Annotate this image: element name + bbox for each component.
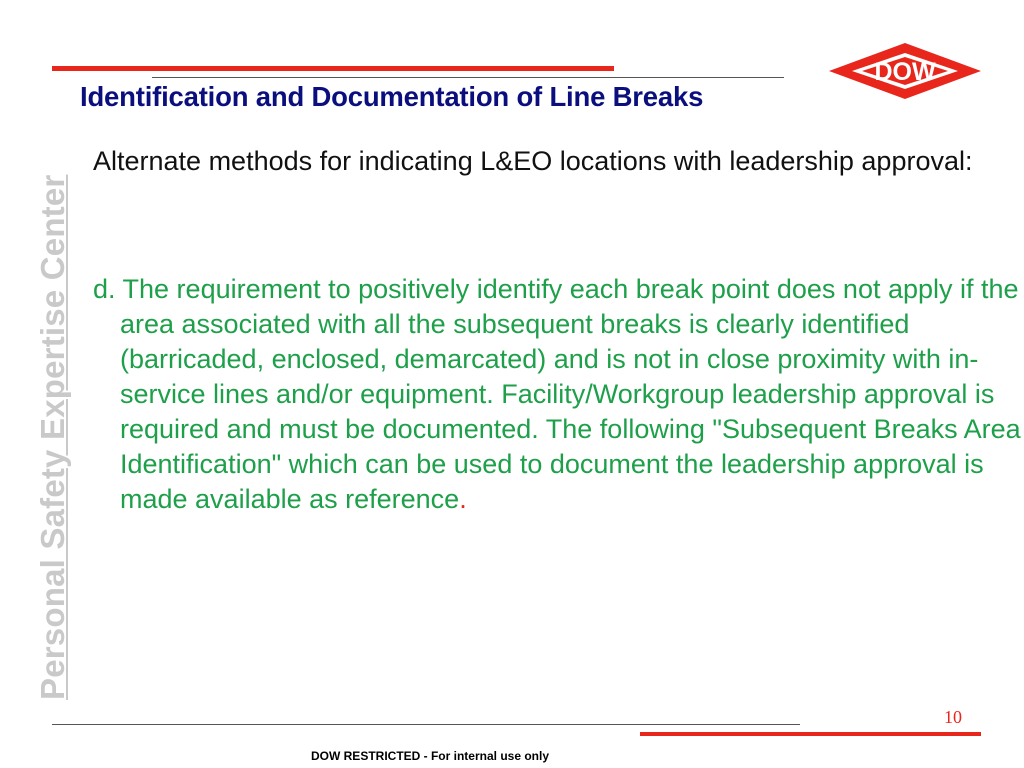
- item-d-end-period: .: [459, 484, 467, 514]
- top-red-rule: [52, 66, 614, 71]
- intro-paragraph: Alternate methods for indicating L&EO locations with leadership approval:: [93, 146, 973, 176]
- top-gray-rule: [152, 77, 784, 78]
- side-label: Personal Safety Expertise Center: [34, 174, 71, 700]
- bottom-gray-rule: [52, 724, 800, 725]
- item-d-text: d. The requirement to positively identify each break point does not apply if the area associated with all the subsequent breaks is clearly identified (barricaded, enclosed, demarcated) and is not in close proximity with in-service lines and/or equipment. Facility/Workgroup leadership approval is required and must be documented. The following "Subsequent Breaks Area Identification" which can be used to document the leadership approval is made available as reference: [93, 274, 1021, 514]
- page-number: 10: [944, 707, 962, 727]
- footer-classification: DOW RESTRICTED - For internal use only: [310, 749, 549, 763]
- bottom-red-rule: [640, 732, 981, 736]
- item-d-paragraph: [93, 272, 1024, 517]
- slide-title: Identification and Documentation of Line Breaks: [80, 81, 704, 112]
- logo-text: DOW: [874, 58, 936, 86]
